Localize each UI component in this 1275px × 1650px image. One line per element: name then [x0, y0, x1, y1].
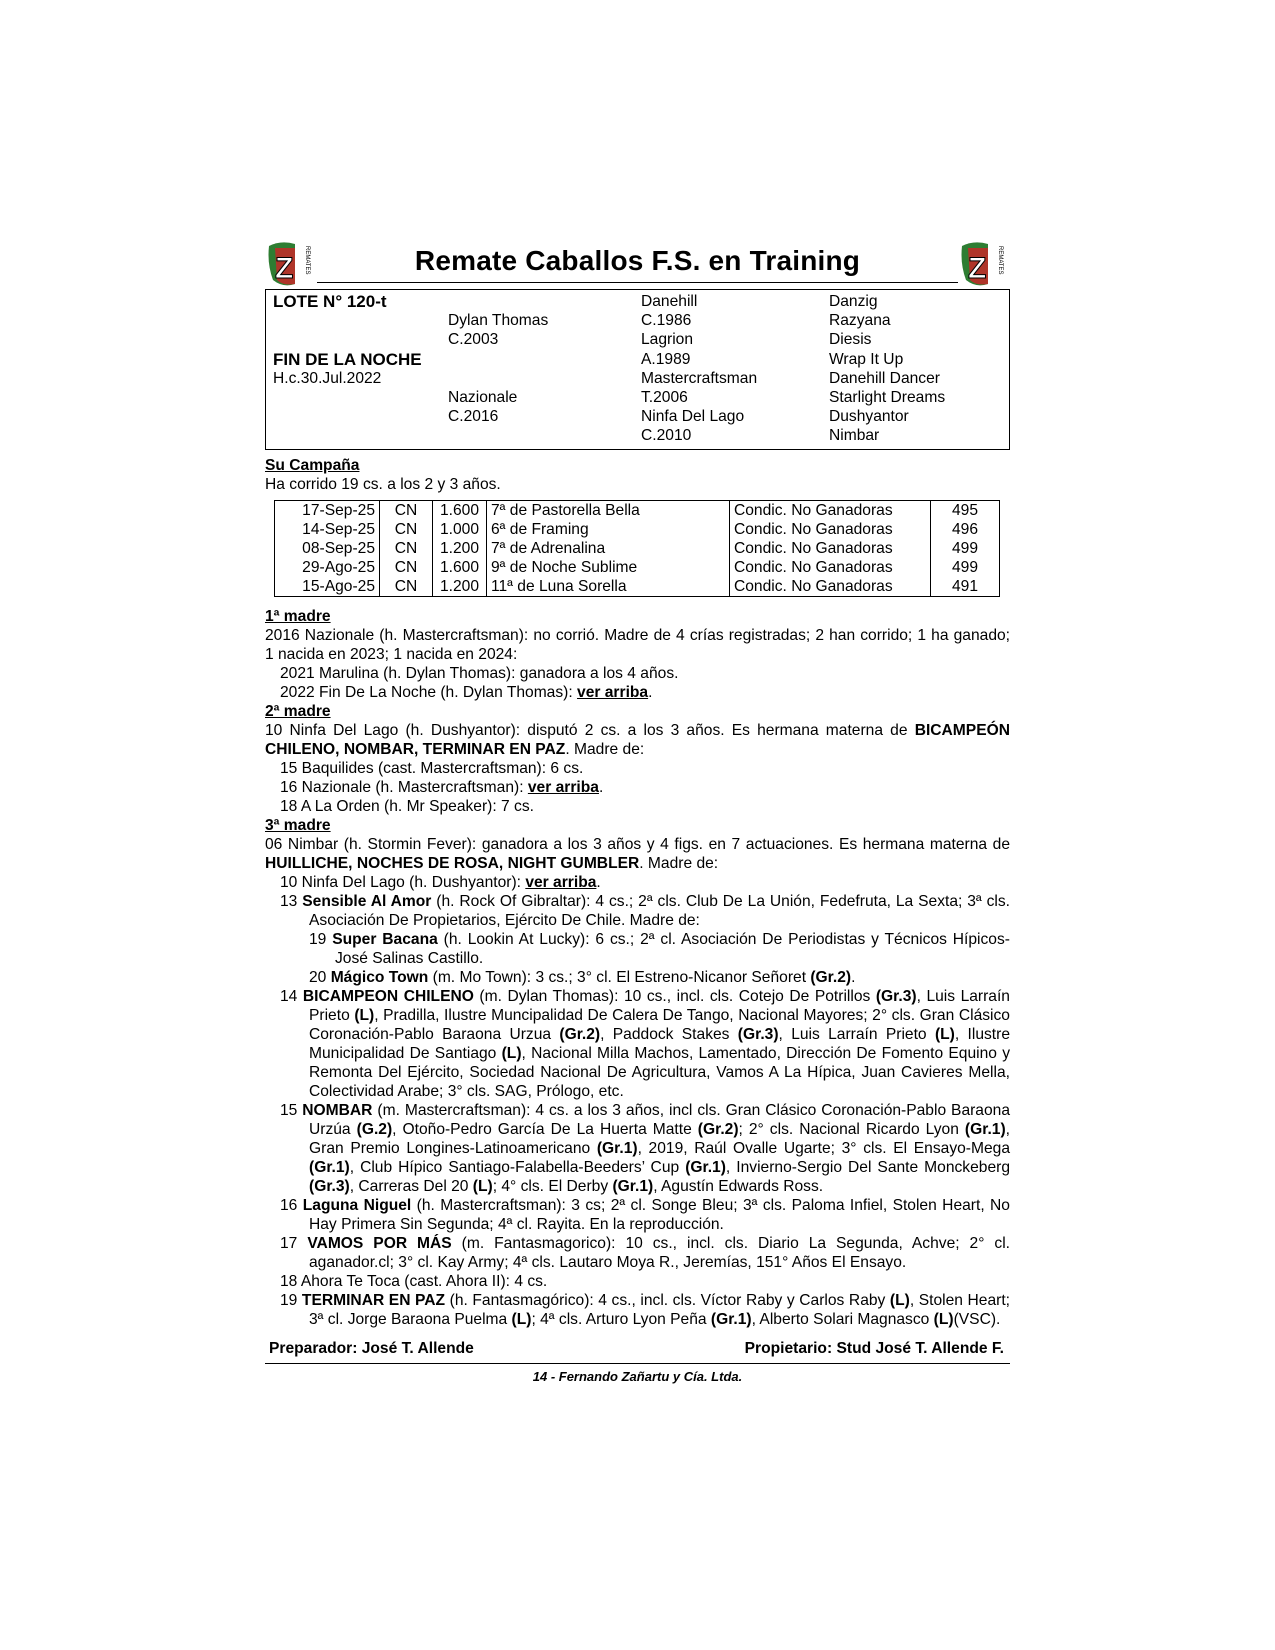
- race-track: CN: [380, 558, 433, 577]
- pedigree-box: [265, 289, 1010, 450]
- race-condition: Condic. No Ganadoras: [730, 501, 931, 521]
- produce-item: 16 Nazionale (h. Mastercraftsman): ver arriba.: [280, 779, 604, 796]
- dam1-section: [265, 607, 1010, 702]
- dam2-text: 10 Ninfa Del Lago (h. Dushyantor): disputó 2 cs. a los 3 años. Es hermana materna de BICAMPEÓN CHILENO, NOMBAR, TERMINAR EN PAZ. Madre de:: [265, 722, 1010, 758]
- dam2-section: [265, 702, 1010, 816]
- race-date: 17-Sep-25: [302, 502, 375, 519]
- campaign-title: Su Campaña: [265, 457, 360, 474]
- remates-logo-left: [265, 240, 317, 288]
- race-rating: 499: [931, 539, 1000, 558]
- produce-item: 17 VAMOS POR MÁS (m. Fantasmagorico): 10 cs., incl. cls. Diario La Segunda, Achve; 2° cl. aganador.cl; 3° cl. Kay Army; 4ª cls. Lautaro Moya R., Jeremías, 151° Años El Ensayo.: [280, 1235, 1010, 1271]
- campaign-section: [265, 456, 1010, 597]
- pedigree-parents-col: [448, 292, 548, 426]
- lot-number: LOTE N° 120-t: [273, 292, 387, 311]
- race-track: CN: [380, 539, 433, 558]
- produce-item: 2021 Marulina (h. Dylan Thomas): ganadora a los 4 años.: [280, 665, 679, 682]
- logo-text: REMATES: [997, 246, 1003, 275]
- race-position: 7ª de Adrenalina: [487, 539, 730, 558]
- trainer-label: Preparador: José T. Allende: [269, 1340, 474, 1357]
- produce-subitem: 19 Super Bacana (h. Lookin At Lucky): 6 cs.; 2ª cl. Asociación De Periodistas y Técnicos Hípicos-José Salinas Castillo.: [309, 931, 1010, 967]
- race-rating: 496: [931, 520, 1000, 539]
- race-distance: 1.200: [433, 577, 487, 597]
- produce-item: 2022 Fin De La Noche (h. Dylan Thomas): ver arriba.: [280, 684, 653, 701]
- race-date: 14-Sep-25: [302, 521, 375, 538]
- pedigree-cell: Razyana: [829, 312, 891, 330]
- race-row: [275, 577, 1000, 597]
- ver-arriba-link[interactable]: ver arriba: [527, 779, 599, 796]
- pedigree-cell: Danehill: [641, 293, 698, 310]
- footer-row: [265, 1339, 1010, 1361]
- produce-subitem: 20 Mágico Town (m. Mo Town): 3 cs.; 3° cl. El Estreno-Nicanor Señoret (Gr.2).: [309, 969, 856, 986]
- race-condition: Condic. No Ganadoras: [730, 539, 931, 558]
- pedigree-grandparents-col: [641, 292, 757, 446]
- page-header: [265, 240, 1010, 293]
- pedigree-cell: Danzig: [829, 293, 878, 310]
- pedigree-horse-col: [273, 292, 422, 388]
- logo-letter: Z: [275, 252, 294, 285]
- pedigree-greatgrandparents-col: [829, 292, 945, 446]
- pedigree-cell: A.1989: [641, 350, 691, 368]
- pedigree-cell: Danehill Dancer: [829, 369, 940, 387]
- page-footer: 14 - Fernando Zañartu y Cía. Ltda.: [532, 1369, 743, 1384]
- pedigree-cell: Wrap It Up: [829, 350, 904, 368]
- sire-name: Dylan Thomas: [448, 312, 549, 330]
- dam1-title: 1ª madre: [265, 608, 331, 625]
- race-date: 29-Ago-25: [302, 559, 375, 576]
- race-distance: 1.200: [433, 539, 487, 558]
- race-distance: 1.000: [433, 520, 487, 539]
- catalog-page: [265, 240, 1010, 1386]
- produce-item: 14 BICAMPEON CHILENO (m. Dylan Thomas): 10 cs., incl. cls. Cotejo De Potrillos (Gr.3), Luis Larraín Prieto (L), Pradilla, Ilustre Muncipalidad De Calera De Tango, Nacional Mayores; 2° cls. Gran Clásico Coronación-Pablo Baraona Urzua (Gr.2), Paddock Stakes (Gr.3), Luis Larraín Prieto (L), Ilustre Municipalidad De Santiago (L), Nacional Milla Machos, Lamentado, Dirección De Fomento Equino y Remonta Del Ejército, Sociedad Nacional De Agricultura, Vamos A La Hípica, Juan Cavieres Mella, Colectividad Arabe; 3° cls. SAG, Prólogo, etc.: [280, 988, 1010, 1100]
- race-track: CN: [380, 520, 433, 539]
- race-position: 6ª de Framing: [487, 520, 730, 539]
- race-date: 08-Sep-25: [302, 540, 375, 557]
- owner-label: Propietario: Stud José T. Allende F.: [744, 1340, 1004, 1357]
- pedigree-cell: T.2006: [641, 388, 688, 406]
- race-row: [275, 539, 1000, 558]
- pedigree-cell: Nimbar: [829, 427, 880, 445]
- pedigree-cell: Lagrion: [641, 331, 694, 349]
- page-title: Remate Caballos F.S. en Training: [414, 245, 861, 276]
- race-rating: 499: [931, 558, 1000, 577]
- race-rating: 491: [931, 577, 1000, 597]
- produce-item: 16 Laguna Niguel (h. Mastercraftsman): 3 cs; 2ª cl. Songe Bleu; 3ª cls. Paloma Infiel, Stolen Heart, No Hay Primera Sin Segunda; 4ª cl. Rayita. En la reproducción.: [280, 1197, 1010, 1233]
- produce-item: 18 Ahora Te Toca (cast. Ahora II): 4 cs.: [280, 1273, 548, 1290]
- dam2-title: 2ª madre: [265, 703, 331, 720]
- dam3-title: 3ª madre: [265, 817, 331, 834]
- logo-text: REMATES: [304, 246, 310, 275]
- race-date: 15-Ago-25: [302, 578, 375, 595]
- race-distance: 1.600: [433, 501, 487, 521]
- produce-item: 18 A La Orden (h. Mr Speaker): 7 cs.: [280, 798, 534, 815]
- produce-item: 13 Sensible Al Amor (h. Rock Of Gibraltar): 4 cs.; 2ª cls. Club De La Unión, Fedefruta, La Sexta; 3ª cls. Asociación De Propietarios, Ejército De Chile. Madre de:: [280, 893, 1010, 929]
- race-position: 7ª de Pastorella Bella: [487, 501, 730, 521]
- races-table: [274, 500, 1000, 597]
- race-row: [275, 558, 1000, 577]
- pedigree-cell: Diesis: [829, 331, 872, 349]
- pedigree-cell: C.2010: [641, 427, 692, 445]
- pedigree-cell: Ninfa Del Lago: [641, 408, 745, 426]
- produce-item: 19 TERMINAR EN PAZ (h. Fantasmagórico): 4 cs., incl. cls. Víctor Raby y Carlos Raby (L), Stolen Heart; 3ª cl. Jorge Baraona Puelma (L); 4ª cls. Arturo Lyon Peña (Gr.1), Alberto Solari Magnasco (L)(VSC).: [280, 1292, 1010, 1328]
- race-position: 11ª de Luna Sorella: [487, 577, 730, 597]
- race-distance: 1.600: [433, 558, 487, 577]
- race-rating: 495: [931, 501, 1000, 521]
- ver-arriba-link[interactable]: ver arriba: [577, 684, 649, 701]
- pedigree-cell: Starlight Dreams: [829, 388, 946, 406]
- pedigree-cell: C.1986: [641, 312, 692, 330]
- horse-name: FIN DE LA NOCHE: [273, 349, 422, 369]
- footer-rule: [265, 1363, 1010, 1364]
- produce-item: 10 Ninfa Del Lago (h. Dushyantor): ver arriba.: [280, 874, 601, 891]
- logo-letter: Z: [968, 252, 987, 285]
- remates-logo-right: [958, 240, 1010, 288]
- race-condition: Condic. No Ganadoras: [730, 520, 931, 539]
- dam1-text: 2016 Nazionale (h. Mastercraftsman): no corrió. Madre de 4 crías registradas; 2 han corrido; 1 ha ganado; 1 nacida en 2023; 1 nacida en 2024:: [265, 627, 1010, 663]
- race-row: [275, 520, 1000, 539]
- pedigree-cell: Mastercraftsman: [641, 369, 758, 387]
- race-track: CN: [380, 501, 433, 521]
- dam-info: C.2016: [448, 408, 499, 426]
- race-row: [275, 501, 1000, 521]
- pedigree-cell: Dushyantor: [829, 408, 909, 426]
- ver-arriba-link[interactable]: ver arriba: [525, 874, 597, 891]
- sire-info: C.2003: [448, 331, 499, 349]
- campaign-summary: Ha corrido 19 cs. a los 2 y 3 años.: [265, 476, 501, 493]
- horse-info: H.c.30.Jul.2022: [273, 369, 382, 387]
- produce-item: 15 Baquilides (cast. Mastercraftsman): 6 cs.: [280, 760, 584, 777]
- race-position: 9ª de Noche Sublime: [487, 558, 730, 577]
- race-track: CN: [380, 577, 433, 597]
- dam-name: Nazionale: [448, 388, 518, 406]
- produce-item: 15 NOMBAR (m. Mastercraftsman): 4 cs. a los 3 años, incl cls. Gran Clásico Coronación-Pablo Baraona Urzúa (G.2), Otoño-Pedro García De La Huerta Matte (Gr.2); 2° cls. Nacional Ricardo Lyon (Gr.1), Gran Premio Longines-Latinoamericano (Gr.1), 2019, Raúl Ovalle Ugarte; 3° cls. El Ensayo-Mega (Gr.1), Club Hípico Santiago-Falabella-Beeders’ Cup (Gr.1), Invierno-Sergio Del Sante Monckeberg (Gr.3), Carreras Del 20 (L); 4° cls. El Derby (Gr.1), Agustín Edwards Ross.: [280, 1102, 1010, 1195]
- race-condition: Condic. No Ganadoras: [730, 577, 931, 597]
- dam3-section: [265, 816, 1010, 1329]
- dam3-text: 06 Nimbar (h. Stormin Fever): ganadora a los 3 años y 4 figs. en 7 actuaciones. Es hermana materna de HUILLICHE, NOCHES DE ROSA, NIGHT GUMBLER. Madre de:: [265, 836, 1010, 872]
- title-underline: [317, 282, 958, 283]
- race-condition: Condic. No Ganadoras: [730, 558, 931, 577]
